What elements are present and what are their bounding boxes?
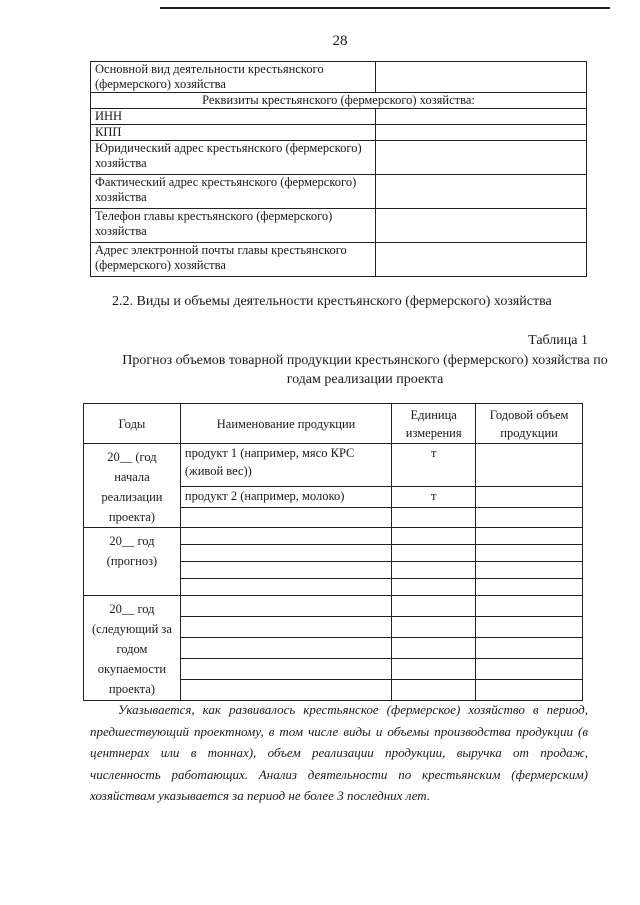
requisite-value: [376, 62, 587, 93]
unit-cell: [392, 638, 476, 659]
requisite-label: Адрес электронной почты главы крестьянского (фермерского) хозяйства: [91, 243, 376, 277]
forecast-table: [83, 403, 583, 701]
column-header-volume: Годовой объем продукции: [476, 404, 583, 444]
volume-cell: [476, 444, 583, 487]
unit-cell: [392, 617, 476, 638]
requisite-label: КПП: [91, 125, 376, 141]
requisite-label: Фактический адрес крестьянского (фермерского) хозяйства: [91, 175, 376, 209]
top-rule: [160, 7, 610, 9]
product-cell: [180, 528, 391, 545]
table-row: [91, 93, 587, 109]
unit-cell: [392, 579, 476, 596]
requisite-label: Телефон главы крестьянского (фермерского) хозяйства: [91, 209, 376, 243]
section-heading: 2.2. Виды и объемы деятельности крестьянского (фермерского) хозяйства: [112, 294, 552, 309]
year-cell: 20__ год (следующий за годом окупаемости проекта): [84, 596, 181, 701]
product-cell: [180, 545, 391, 562]
table-row: [84, 596, 583, 617]
volume-cell: [476, 545, 583, 562]
unit-cell: [392, 528, 476, 545]
requisite-value: [376, 243, 587, 277]
table-row: [84, 444, 583, 487]
requisite-value: [376, 175, 587, 209]
page-number: 28: [332, 33, 348, 49]
volume-cell: [476, 638, 583, 659]
volume-cell: [476, 617, 583, 638]
table-row: [84, 528, 583, 545]
table-row: [91, 209, 587, 243]
product-cell: [180, 617, 391, 638]
product-cell: продукт 1 (например, мясо КРС (живой вес)): [180, 444, 391, 487]
unit-cell: [392, 596, 476, 617]
table-row: [91, 175, 587, 209]
requisite-value: [376, 209, 587, 243]
column-header-years: Годы: [84, 404, 181, 444]
requisites-section-header: Реквизиты крестьянского (фермерского) хозяйства:: [91, 93, 587, 109]
requisite-label: Основной вид деятельности крестьянского (фермерского) хозяйства: [91, 62, 376, 93]
volume-cell: [476, 487, 583, 507]
unit-cell: [392, 659, 476, 680]
table-header-row: [84, 404, 583, 444]
column-header-unit: Единица измерения: [392, 404, 476, 444]
requisite-value: [376, 141, 587, 175]
unit-cell: т: [392, 487, 476, 507]
product-cell: [180, 507, 391, 527]
requisite-value: [376, 109, 587, 125]
volume-cell: [476, 528, 583, 545]
product-cell: [180, 562, 391, 579]
volume-cell: [476, 680, 583, 701]
table-label: Таблица 1: [528, 333, 588, 348]
table-row: [91, 125, 587, 141]
note-text: Указывается, как развивалось крестьянское (фермерское) хозяйство в период, предшествующий проектному, в том числе виды и объемы производства продукции (в центнерах или в тоннах), объем реализации продукции, выручка от продаж, численность работающих. Анализ деятельности по крестьянским (фермерским) хозяйствам указывается за период не более 3 последних лет.: [90, 702, 588, 803]
volume-cell: [476, 507, 583, 527]
requisite-label: ИНН: [91, 109, 376, 125]
volume-cell: [476, 596, 583, 617]
volume-cell: [476, 562, 583, 579]
product-cell: [180, 659, 391, 680]
column-header-product: Наименование продукции: [180, 404, 391, 444]
requisite-value: [376, 125, 587, 141]
table-row: [91, 62, 587, 93]
table-caption: Прогноз объемов товарной продукции крестьянского (фермерского) хозяйства по годам реализации проекта: [122, 353, 608, 387]
unit-cell: [392, 562, 476, 579]
table-row: [91, 109, 587, 125]
product-cell: продукт 2 (например, молоко): [180, 487, 391, 507]
unit-cell: [392, 507, 476, 527]
requisite-label: Юридический адрес крестьянского (фермерского) хозяйства: [91, 141, 376, 175]
year-cell: 20__ год (прогноз): [84, 528, 181, 596]
product-cell: [180, 680, 391, 701]
unit-cell: т: [392, 444, 476, 487]
year-cell: 20__ (год начала реализации проекта): [84, 444, 181, 528]
product-cell: [180, 638, 391, 659]
unit-cell: [392, 545, 476, 562]
unit-cell: [392, 680, 476, 701]
table-row: [91, 141, 587, 175]
table-row: [91, 243, 587, 277]
requisites-table: [90, 61, 587, 277]
explanatory-note: [90, 699, 588, 807]
product-cell: [180, 579, 391, 596]
volume-cell: [476, 579, 583, 596]
product-cell: [180, 596, 391, 617]
volume-cell: [476, 659, 583, 680]
